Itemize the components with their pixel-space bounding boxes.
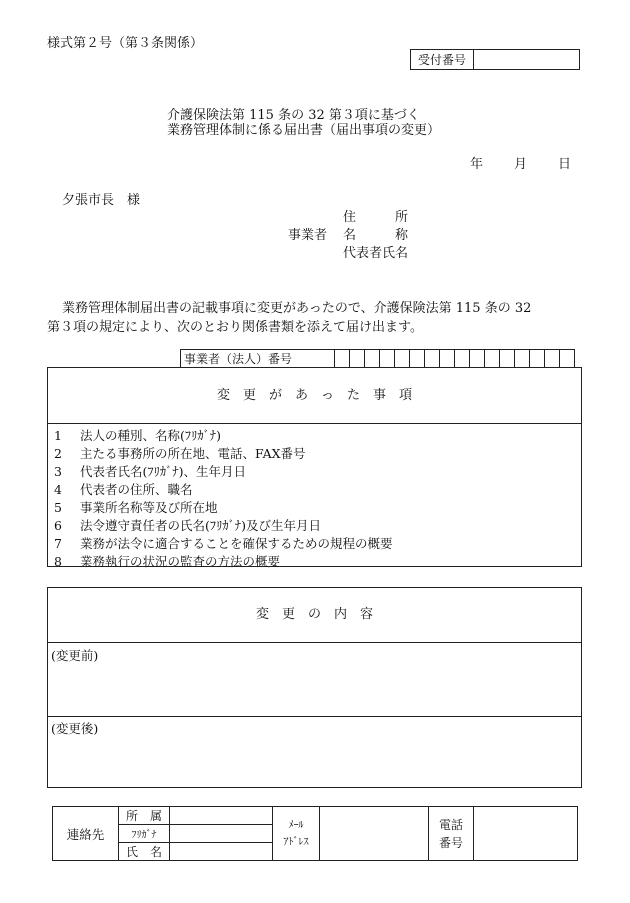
receipt-number-label: 受付番号 [411, 50, 474, 70]
email-label-line-2: ｱﾄﾞﾚｽ [283, 836, 309, 848]
item-number: 5 [54, 500, 62, 515]
contact-label: 連絡先 [53, 807, 119, 861]
changed-item[interactable] [48, 427, 581, 445]
changed-items-header: 変 更 が あ っ た 事 項 [48, 368, 581, 424]
business-number-digit[interactable] [380, 350, 395, 368]
contact-table [52, 806, 578, 861]
item-text: 代表者の住所、職名 [80, 482, 193, 497]
phone-field[interactable] [474, 807, 578, 861]
email-label-line-1: ﾒｰﾙ [288, 819, 304, 831]
name-field[interactable] [170, 843, 273, 861]
business-number-digit[interactable] [395, 350, 410, 368]
item-number: 6 [54, 518, 62, 533]
receipt-number-field[interactable] [474, 50, 580, 70]
business-number-digit[interactable] [440, 350, 455, 368]
furigana-label: ﾌﾘｶﾞﾅ [119, 825, 170, 843]
item-number: 8 [54, 554, 62, 569]
representative-label: 代表者氏名 [343, 246, 409, 261]
business-number-digit[interactable] [425, 350, 440, 368]
changed-item[interactable] [48, 499, 581, 517]
addressee: 夕張市長 様 [62, 193, 141, 208]
business-number-digit[interactable] [470, 350, 485, 368]
business-number-digit[interactable] [485, 350, 500, 368]
email-field[interactable] [320, 807, 429, 861]
business-number-digit[interactable] [545, 350, 560, 368]
changed-items-box [47, 367, 582, 567]
business-number-digit[interactable] [530, 350, 545, 368]
changed-item[interactable] [48, 517, 581, 535]
changed-item[interactable] [48, 445, 581, 463]
business-number-row [180, 349, 575, 368]
business-number-digit[interactable] [560, 350, 575, 368]
item-number: 3 [54, 464, 62, 479]
receipt-number-box [410, 49, 580, 70]
address-label: 住 所 [343, 210, 409, 225]
date-day: 日 [558, 157, 572, 172]
item-text: 業務が法令に適合することを確保するための規程の概要 [80, 536, 393, 551]
before-change-label: (変更前) [51, 648, 99, 663]
changed-item[interactable] [48, 535, 581, 553]
after-change-field[interactable] [48, 717, 581, 789]
item-text: 主たる事務所の所在地、電話、FAX番号 [80, 446, 306, 461]
name-label: 氏 名 [119, 843, 170, 861]
changed-item[interactable] [48, 553, 581, 571]
business-number-label: 事業者（法人）番号 [181, 350, 335, 368]
body-text-line-2: 第３項の規定により、次のとおり関係書類を添えて届け出ます。 [47, 320, 423, 335]
body-text-line-1: 業務管理体制届出書の記載事項に変更があったので、介護保険法第 115 条の 32 [62, 301, 532, 316]
item-text: 法令遵守責任者の氏名(ﾌﾘｶﾞﾅ)及び生年月日 [80, 518, 322, 533]
item-number: 4 [54, 482, 62, 497]
business-number-digit[interactable] [515, 350, 530, 368]
changed-item[interactable] [48, 481, 581, 499]
change-content-header: 変 更 の 内 容 [48, 588, 581, 643]
after-change-label: (変更後) [51, 721, 99, 736]
business-number-digit[interactable] [335, 350, 350, 368]
date-month: 月 [514, 157, 528, 172]
before-change-field[interactable] [48, 643, 581, 717]
item-number: 7 [54, 536, 62, 551]
item-text: 法人の種別、名称(ﾌﾘｶﾞﾅ) [80, 428, 222, 443]
business-number-digit[interactable] [455, 350, 470, 368]
business-name-label: 名 称 [343, 228, 409, 243]
business-number-digit[interactable] [350, 350, 365, 368]
date-year: 年 [470, 157, 484, 172]
email-label [273, 807, 320, 861]
item-number: 2 [54, 446, 62, 461]
change-content-box [47, 587, 582, 788]
department-field[interactable] [170, 807, 273, 825]
business-number-digit[interactable] [500, 350, 515, 368]
title-line-1: 介護保険法第 115 条の 32 第３項に基づく [167, 108, 420, 123]
furigana-field[interactable] [170, 825, 273, 843]
phone-label-line-2: 番号 [438, 835, 463, 850]
item-text: 事業所名称等及び所在地 [80, 500, 218, 515]
changed-item[interactable] [48, 463, 581, 481]
department-label: 所 属 [119, 807, 170, 825]
business-number-digit[interactable] [410, 350, 425, 368]
item-text: 業務執行の状況の監査の方法の概要 [80, 554, 281, 569]
item-text: 代表者氏名(ﾌﾘｶﾞﾅ)、生年月日 [80, 464, 247, 479]
business-number-digit[interactable] [365, 350, 380, 368]
phone-label-line-1: 電話 [438, 817, 463, 832]
item-number: 1 [54, 428, 62, 443]
phone-label [429, 807, 474, 861]
applicant-label: 事業者 [288, 228, 328, 243]
changed-items-list [48, 424, 581, 571]
form-number: 様式第２号（第３条関係） [47, 36, 204, 51]
title-line-2: 業務管理体制に係る届出書（届出事項の変更） [167, 123, 441, 138]
